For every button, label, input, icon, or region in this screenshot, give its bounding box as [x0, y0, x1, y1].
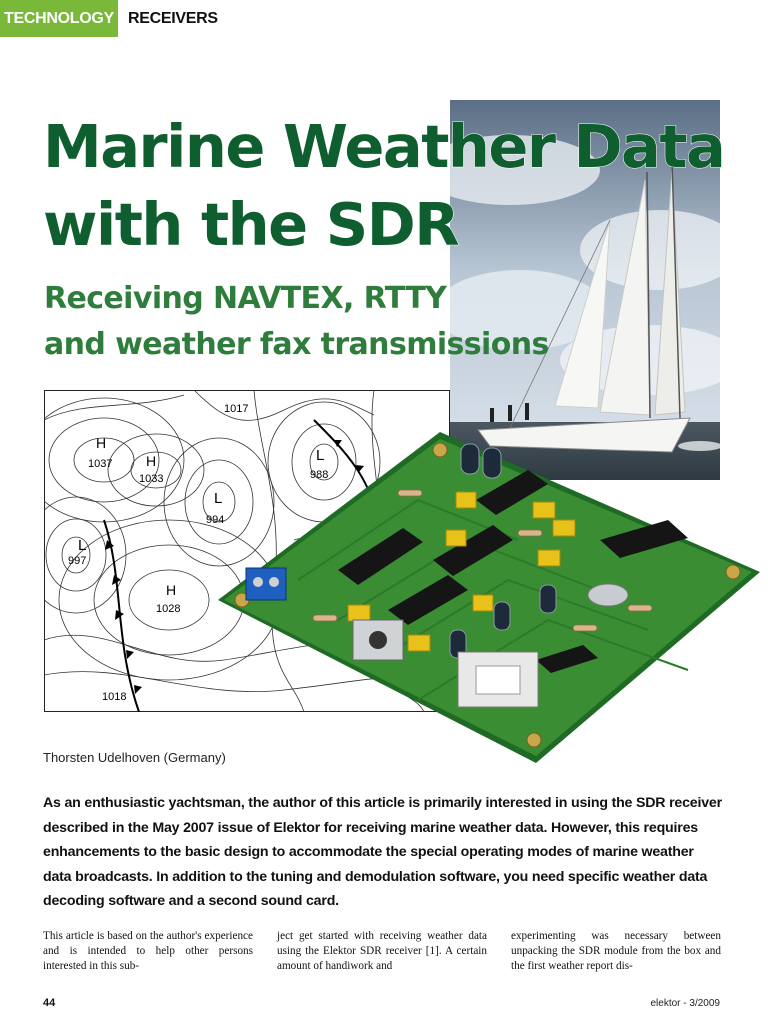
map-label-1018: 1018	[102, 691, 127, 703]
category-tag: RECEIVERS	[128, 10, 218, 27]
author-byline: Thorsten Udelhoven (Germany)	[43, 750, 226, 765]
magazine-footer: elektor - 3/2009	[650, 998, 720, 1009]
map-label-l1: L	[316, 447, 325, 464]
map-label-h2: H	[146, 453, 157, 469]
section-tag: TECHNOLOGY	[0, 0, 118, 37]
title-line-1: Marine Weather Data	[43, 112, 725, 181]
map-label-l2: L	[214, 490, 223, 507]
map-label-988: 988	[310, 469, 329, 481]
body-column-3: experimenting was necessary between unpacking the SDR module from the box and the first weather report dis-	[511, 930, 721, 972]
map-label-h3: H	[166, 582, 177, 598]
map-label-1028: 1028	[156, 603, 181, 615]
subtitle-line-2: and weather fax transmissions	[44, 327, 549, 362]
article-subtitle	[44, 276, 564, 368]
map-label-1033: 1033	[139, 473, 164, 485]
map-label-l3: L	[78, 537, 87, 554]
sdr-circuit-board-photo	[218, 430, 763, 765]
map-label-1037: 1037	[88, 458, 113, 470]
map-label-1017: 1017	[224, 403, 249, 415]
map-label-h1: H	[96, 435, 107, 451]
map-label-997: 997	[68, 555, 87, 567]
body-column-2: ject get started with receiving weather data using the Elektor SDR receiver [1]. A certain amount of handiwork and	[277, 930, 487, 972]
body-column-1: This article is based on the author's experience and is intended to help other persons interested in this sub-	[43, 930, 253, 972]
title-line-2: with the SDR	[43, 190, 459, 259]
page-number: 44	[43, 997, 56, 1009]
article-title	[43, 108, 743, 264]
map-label-994: 994	[206, 514, 225, 526]
subtitle-line-1: Receiving NAVTEX, RTTY	[44, 281, 447, 316]
intro-paragraph: As an enthusiastic yachtsman, the author of this article is primarily interested in using the SDR receiver described in the May 2007 issue of Elektor for receiving marine weather data. However, this requires enhancements to the basic design to accommodate the special operating modes of marine weather data broadcasts. In addition to the tuning and demodulation software, you need specific weather data decoding software and a second sound card.	[43, 795, 722, 909]
